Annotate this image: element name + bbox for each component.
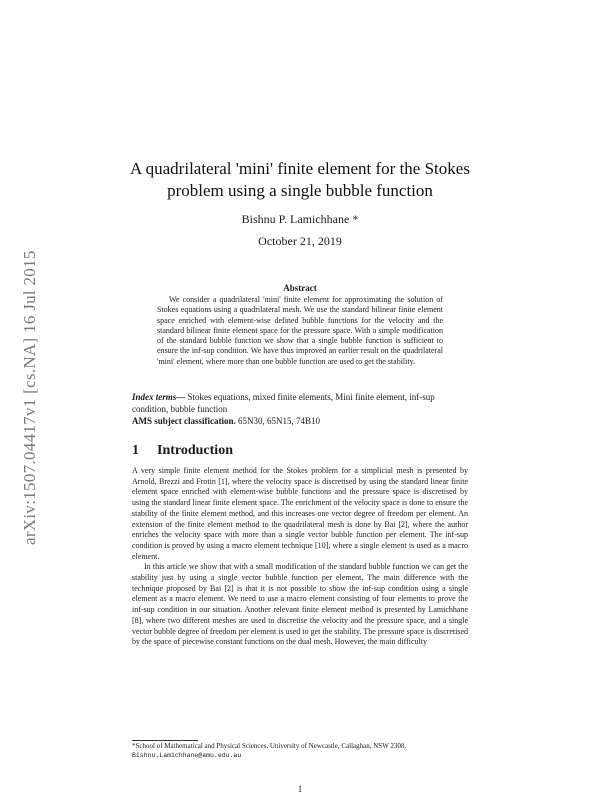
ams-codes: 65N30, 65N15, 74B10 — [235, 416, 321, 426]
paragraph: A very simple finite element method for the Stokes problem for a simplicial mesh is presented by Arnold, Brezzi and Frotin [1], where the velocity space is discretised by using the standard linear finite element space enriched with element-wise bubble functions and the pressure space is discretised by using the standard linear finite element space. The enrichment of the velocity space is done to ensure the stability of the finite element method, and this increases one vector degree of freedom per element. An extension of the finite element method to the quadrilateral mesh is done by Bai [2], where the author enriches the velocity space with more than a single vector bubble function per element. The inf-sup condition is proved by using a macro element technique [10], where a single element is used as a macro element. — [132, 466, 468, 561]
page-number: 1 — [297, 784, 303, 794]
footnote-email: Bishnu.Lamichhane@amu.edu.au — [132, 752, 242, 759]
index-terms-text: Stokes equations, mixed finite elements, Mini finite element, inf-sup condition, bubble function — [132, 392, 435, 414]
footnote — [132, 742, 468, 760]
body-text — [132, 466, 468, 648]
arxiv-identifier: arXiv:1507.04417v1 [cs.NA] 16 Jul 2015 — [20, 250, 39, 545]
paper-title: A quadrilateral 'mini' finite element for the Stokes problem using a single bubble function — [130, 159, 470, 200]
abstract-text: We consider a quadrilateral 'mini' finite element for approximating the solution of Stokes equations using a quadrilateral mesh. We use the standard bilinear finite element space enriched with element-wise defined bubble functions for the velocity and the standard bilinear finite element space for the pressure space. With a simple modification of the standard bubble function we show that a single bubble function is sufficient to ensure the inf-sup condition. We have thus improved an earlier result on the quadrilateral 'mini' element, where more than one bubble function are used to get the stability. — [157, 295, 443, 366]
footnote-rule — [132, 740, 198, 741]
section-number: 1 — [132, 443, 139, 458]
section-heading — [132, 443, 233, 459]
paper-date: October 21, 2019 — [258, 234, 342, 248]
section-title: Introduction — [157, 443, 233, 458]
ams-label: AMS subject classification. — [132, 416, 236, 426]
index-terms-label: Index terms— — [132, 392, 186, 402]
abstract-heading: Abstract — [283, 283, 317, 293]
author-name: Bishnu P. Lamichhane * — [241, 212, 359, 226]
ams-classification — [132, 416, 468, 426]
footnote-affiliation: *School of Mathematical and Physical Sciences, University of Newcastle, Callaghan, NSW 2308, — [132, 742, 407, 750]
index-terms — [132, 392, 468, 415]
paragraph: In this article we show that with a small modification of the standard bubble function we can get the stability just by using a single vector bubble function per element. The main difference with the technique proposed by Bai [2] is that it is not possible to show the inf-sup condition using a single element as a macro element. We need to use a macro element consisting of four elements to prove the inf-sup condition in our situation. Another relevant finite element method is presented by Lamichhane [8], where two different meshes are used to discretise the velocity and the pressure space, and a single vector bubble degree of freedom per element is used to get the stability. The pressure space is discretised by the space of piecewise constant functions on the dual mesh. However, the main difficulty — [132, 562, 468, 647]
